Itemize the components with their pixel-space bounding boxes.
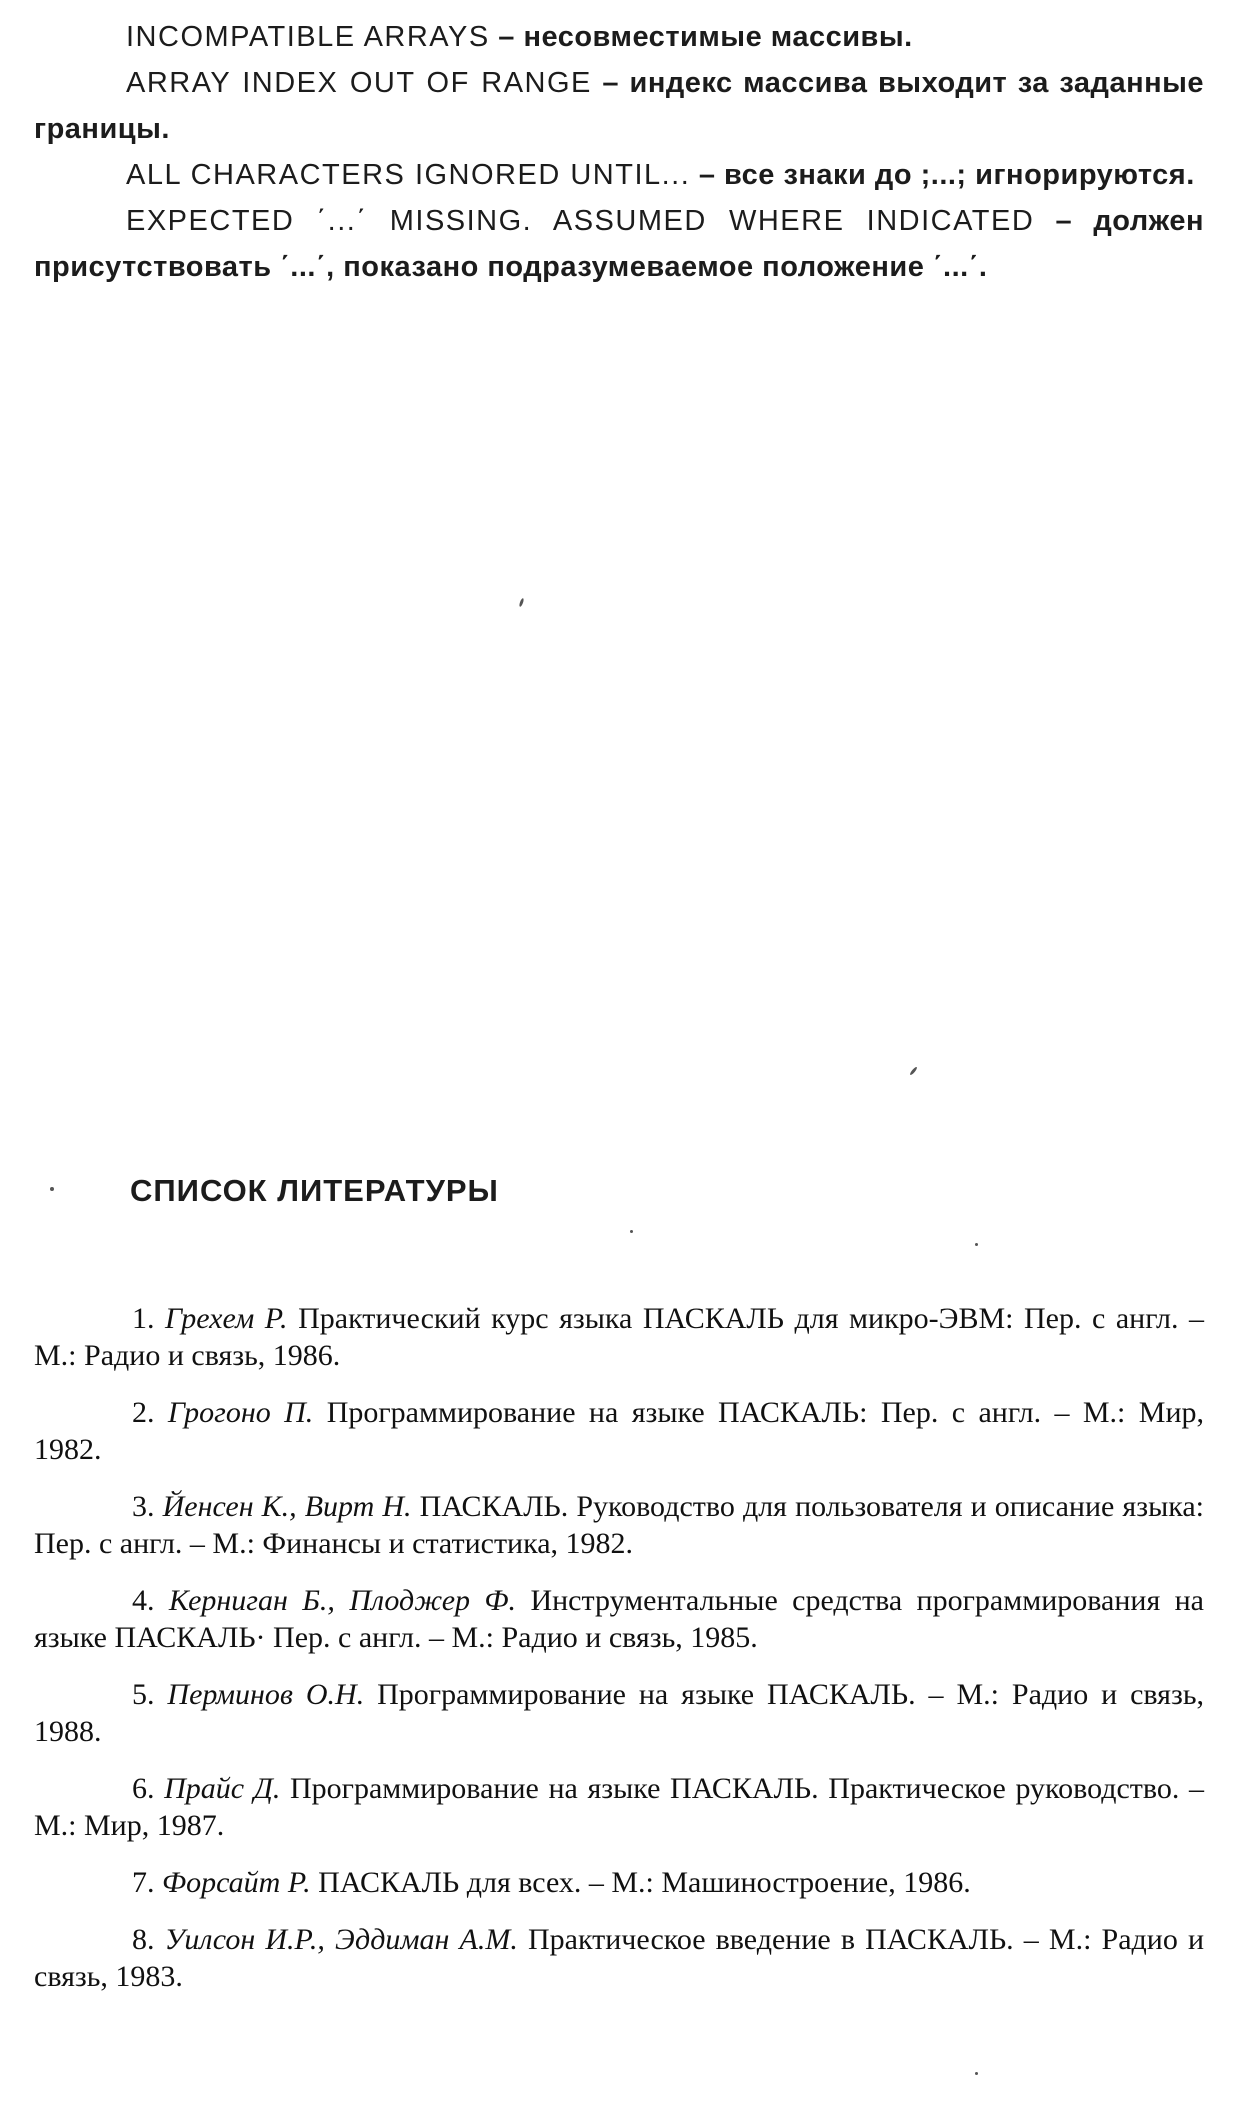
item-number: 2.: [132, 1396, 155, 1429]
bibliography-item: [34, 1921, 1204, 1995]
item-number: 5.: [132, 1678, 155, 1711]
scan-speck: [50, 1187, 54, 1191]
item-number: 1.: [132, 1302, 155, 1335]
item-number: 8.: [132, 1923, 155, 1956]
section-heading: СПИСОК ЛИТЕРАТУРЫ: [130, 1173, 499, 1208]
separator: –: [591, 67, 630, 99]
error-entry: [34, 152, 1204, 198]
separator: –: [1034, 205, 1094, 237]
item-author: Керниган Б., Плоджер Ф.: [168, 1584, 517, 1617]
scan-speck: [975, 1243, 978, 1246]
error-code: ARRAY INDEX OUT OF RANGE: [126, 67, 592, 99]
item-text: Инструментальные средства программирования на языке ПАСКАЛЬ· Пер. с англ. – М.: Радио и связь, 1985.: [34, 1584, 1204, 1654]
item-author: Прайс Д.: [164, 1772, 281, 1805]
bibliography-item: [34, 1864, 1204, 1901]
error-description: несовместимые массивы.: [523, 21, 913, 53]
error-code: INCOMPATIBLE ARRAYS: [126, 21, 490, 53]
scan-speck: [975, 2072, 978, 2075]
separator: –: [690, 159, 725, 191]
item-number: 6.: [132, 1772, 155, 1805]
item-author: Форсайт Р.: [162, 1866, 311, 1899]
error-message-glossary: [34, 14, 1204, 290]
scan-speck: [519, 598, 525, 607]
item-author: Грогоно П.: [167, 1396, 314, 1429]
item-author: Уилсон И.Р., Эддиман А.М.: [164, 1923, 518, 1956]
item-text: Практическое введение в ПАСКАЛЬ. – М.: Радио и связь, 1983.: [34, 1923, 1205, 1993]
scan-speck: [909, 1066, 918, 1076]
error-description: индекс массива выходит за заданные границы.: [34, 67, 1205, 145]
item-number: 4.: [132, 1584, 155, 1617]
error-entry: [34, 60, 1204, 152]
bibliography-item: [34, 1488, 1204, 1562]
item-author: Грехем Р.: [165, 1302, 288, 1335]
bibliography-item: [34, 1676, 1204, 1750]
error-description: все знаки до ;...; игнорируются.: [724, 159, 1195, 191]
item-author: Йенсен К., Вирт Н.: [162, 1490, 412, 1523]
scan-speck: [630, 1230, 633, 1233]
error-entry: [34, 14, 1204, 60]
item-number: 7.: [132, 1866, 155, 1899]
item-text: Практический курс языка ПАСКАЛЬ для микро-ЭВМ: Пер. с англ. – М.: Радио и связь, 1986.: [34, 1302, 1204, 1372]
item-text: Программирование на языке ПАСКАЛЬ: Пер. с англ. – М.: Мир, 1982.: [34, 1396, 1205, 1466]
error-entry: [34, 198, 1204, 290]
item-text: ПАСКАЛЬ для всех. – М.: Машиностроение, 1986.: [318, 1866, 971, 1899]
item-text: Программирование на языке ПАСКАЛЬ. Практическое руководство. – М.: Мир, 1987.: [34, 1772, 1204, 1842]
bibliography-list: [34, 1300, 1204, 2015]
item-text: ПАСКАЛЬ. Руководство для пользователя и описание языка: Пер. с англ. – М.: Финансы и статистика, 1982.: [34, 1490, 1205, 1560]
item-author: Перминов О.Н.: [167, 1678, 365, 1711]
bibliography-item: [34, 1300, 1204, 1374]
separator: –: [489, 21, 524, 53]
item-text: Программирование на языке ПАСКАЛЬ. – М.: Радио и связь, 1988.: [34, 1678, 1205, 1748]
bibliography-item: [34, 1770, 1204, 1844]
error-description: должен присутствовать ΄...΄, показано подразумеваемое положение ΄...΄.: [34, 205, 1204, 283]
bibliography-item: [34, 1582, 1204, 1656]
error-code: EXPECTED ΄...΄ MISSING. ASSUMED WHERE INDICATED: [126, 205, 1035, 237]
error-code: ALL CHARACTERS IGNORED UNTIL...: [126, 159, 691, 191]
bibliography-item: [34, 1394, 1204, 1468]
item-number: 3.: [132, 1490, 155, 1523]
